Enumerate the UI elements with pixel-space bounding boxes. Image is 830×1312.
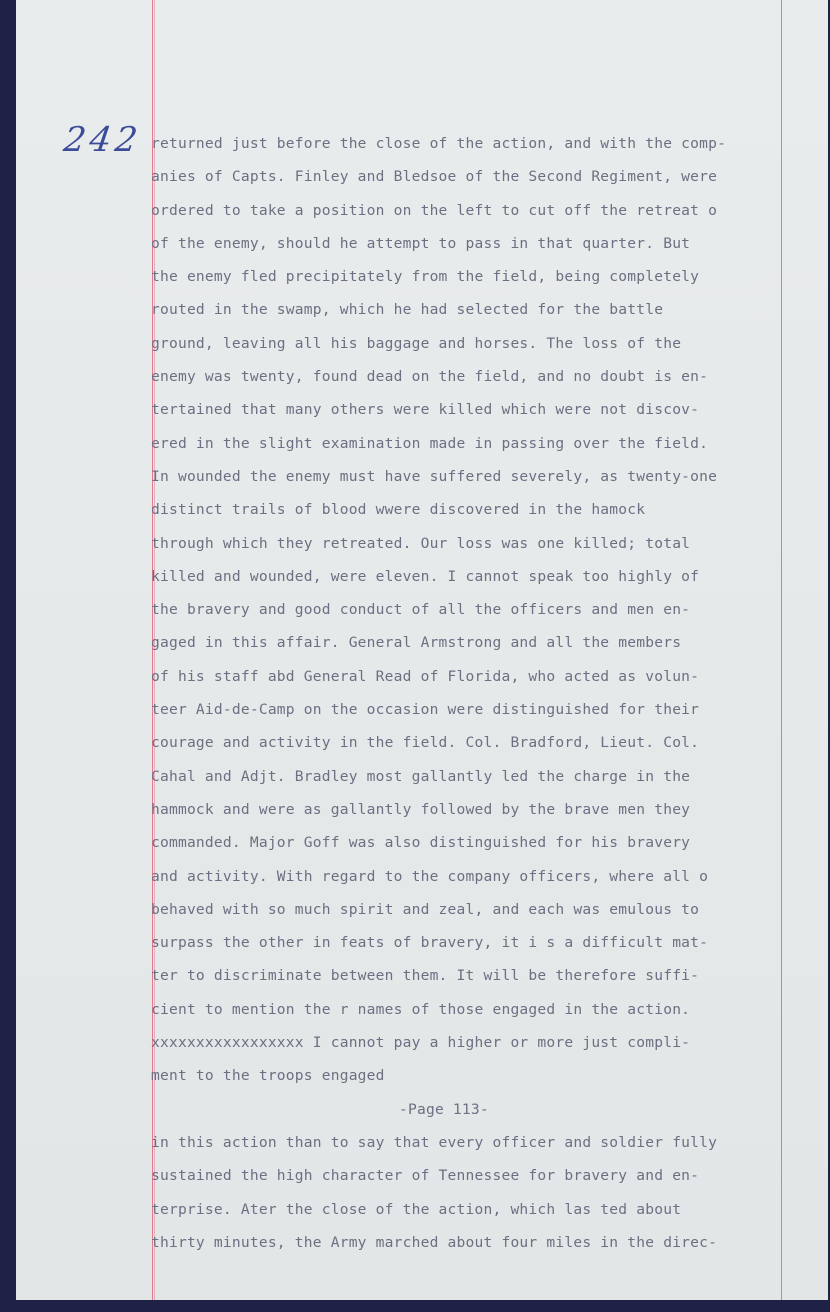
text-line: ordered to take a position on the left to cut off the retreat o — [151, 201, 718, 219]
text-line: sustained the high character of Tennessee for bravery and en- — [151, 1167, 700, 1185]
text-line: anies of Capts. Finley and Bledsoe of the Second Regiment, were — [151, 168, 718, 186]
text-line: xxxxxxxxxxxxxxxxx I cannot pay a higher or more just compli- — [151, 1034, 691, 1052]
text-line: killed and wounded, were eleven. I cannot speak too highly of — [151, 567, 700, 585]
text-line: teer Aid-de-Camp on the occasion were distinguished for their — [151, 701, 700, 719]
text-line: ment to the troops engaged — [151, 1067, 385, 1085]
text-line: tertained that many others were killed which were not discov- — [151, 401, 700, 419]
handwritten-page-number: 242 — [61, 120, 144, 160]
text-line: in this action than to say that every officer and soldier fully — [151, 1133, 718, 1151]
text-line: commanded. Major Goff was also distinguished for his bravery — [151, 834, 691, 852]
text-line: through which they retreated. Our loss was one killed; total — [151, 534, 691, 552]
text-line: gaged in this affair. General Armstrong and all the members — [151, 634, 682, 652]
text-line: distinct trails of blood wwere discovered in the hamock — [151, 501, 646, 519]
page-marker: -Page 113- — [399, 1100, 489, 1118]
text-line: In wounded the enemy must have suffered severely, as twenty-one — [151, 467, 718, 485]
text-line: behaved with so much spirit and zeal, and each was emulous to — [151, 900, 700, 918]
text-line: ter to discriminate between them. It will be therefore suffi- — [151, 967, 700, 985]
text-line: the bravery and good conduct of all the officers and men en- — [151, 601, 691, 619]
text-line: cient to mention the r names of those engaged in the action. — [151, 1000, 691, 1018]
text-line: thirty minutes, the Army marched about four miles in the direc- — [151, 1233, 718, 1251]
text-line: of the enemy, should he attempt to pass in that quarter. But — [151, 234, 691, 252]
text-line: terprise. Ater the close of the action, which las ted about — [151, 1200, 682, 1218]
text-line: surpass the other in feats of bravery, it i s a difficult mat- — [151, 934, 709, 952]
text-line: and activity. With regard to the company officers, where all o — [151, 867, 709, 885]
text-line: enemy was twenty, found dead on the field, and no doubt is en- — [151, 368, 709, 386]
text-line: ered in the slight examination made in passing over the field. — [151, 434, 709, 452]
text-line: the enemy fled precipitately from the field, being completely — [151, 268, 700, 286]
text-line: of his staff abd General Read of Florida, who acted as volun- — [151, 667, 700, 685]
text-line: hammock and were as gallantly followed by the brave men they — [151, 800, 691, 818]
text-line: returned just before the close of the action, and with the comp- — [151, 135, 727, 152]
typed-text-body — [151, 127, 811, 1259]
text-line: courage and activity in the field. Col. Bradford, Lieut. Col. — [151, 734, 700, 752]
text-line: Cahal and Adjt. Bradley most gallantly led the charge in the — [151, 767, 691, 785]
text-line: ground, leaving all his baggage and horses. The loss of the — [151, 334, 682, 352]
text-line: routed in the swamp, which he had selected for the battle — [151, 301, 664, 319]
